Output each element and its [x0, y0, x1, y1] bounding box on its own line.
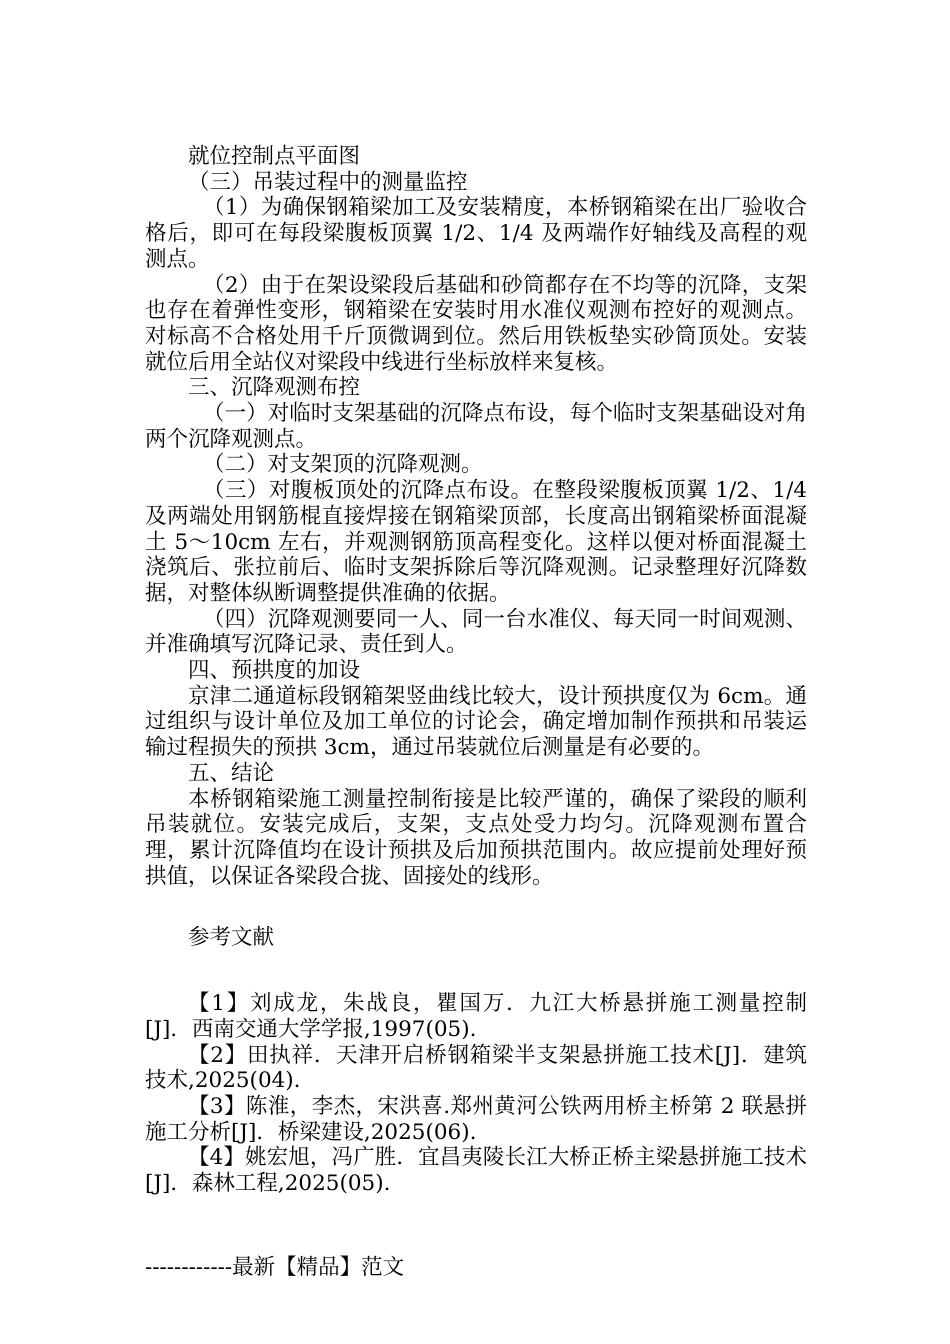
section-heading-5: 五、结论 — [188, 760, 275, 786]
reference-item: 【2】田执祥．天津开启桥钢箱梁半支架悬拼施工技术[J]．建筑技术,2025(04). — [145, 1042, 807, 1094]
reference-item: 【3】陈淮，李杰，宋洪喜.郑州黄河公铁两用桥主桥第 2 联悬拼施工分析[J]．桥梁建设,2025(06). — [145, 1093, 807, 1145]
paragraph: （三）对腹板顶处的沉降点布设。在整段梁腹板顶翼 1/2、1/4 及两端处用钢筋棍直接焊接在钢箱梁顶部，长度高出钢箱梁桥面混凝土 5～10cm 左右，并观测钢筋顶高程变化。这样以便对桥面混凝土浇筑后、张拉前后、临时支架拆除后等沉降观测。记录整理好沉降数据，对整体纵断调整提供准确的依据。 — [145, 478, 807, 606]
paragraph: （一）对临时支架基础的沉降点布设，每个临时支架基础设对角两个沉降观测点。 — [145, 401, 807, 452]
paragraph: （二）对支架顶的沉降观测。 — [203, 452, 483, 478]
document-page — [145, 144, 807, 1280]
paragraph: （2）由于在架设梁段后基础和砂筒都存在不均等的沉降，支架也存在着弹性变形，钢箱梁在安装时用水准仪观测布控好的观测点。对标高不合格处用千斤顶微调到位。然后用铁板垫实砂筒顶处。安装就位后用全站仪对梁段中线进行坐标放样来复核。 — [145, 272, 807, 375]
reference-item: 【1】刘成龙，朱战良，瞿国万．九江大桥悬拼施工测量控制[J]．西南交通大学学报,1997(05). — [145, 991, 807, 1042]
reference-list — [145, 991, 807, 1197]
spacer — [145, 951, 807, 991]
reference-item: 【4】姚宏旭，冯广胜．宜昌夷陵长江大桥正桥主梁悬拼施工技术[J]．森林工程,2025(05). — [145, 1145, 807, 1197]
references-heading: 参考文献 — [188, 925, 275, 951]
figure-caption: 就位控制点平面图 — [188, 144, 361, 169]
paragraph: （四）沉降观测要同一人、同一台水准仪、每天同一时间观测、并准确填写沉降记录、责任到人。 — [145, 606, 807, 658]
spacer — [145, 889, 807, 925]
section-heading-4: 四、预拱度的加设 — [188, 658, 361, 684]
paragraph: 本桥钢箱梁施工测量控制衔接是比较严谨的，确保了梁段的顺利吊装就位。安装完成后，支架，支点处受力均匀。沉降观测布置合理，累计沉降值均在设计预拱及后加预拱范围内。故应提前处理好预拱值，以保证各梁段合拢、固接处的线形。 — [145, 786, 807, 889]
footer-text: ------------最新【精品】范文 — [145, 1254, 405, 1280]
paragraph: 京津二通道标段钢箱架竖曲线比较大，设计预拱度仅为 6cm。通过组织与设计单位及加工单位的讨论会，确定增加制作预拱和吊装运输过程损失的预拱 3cm，通过吊装就位后测量是有必要的。 — [145, 683, 807, 761]
spacer — [145, 1197, 807, 1255]
section-heading-3: 三、沉降观测布控 — [188, 375, 361, 401]
paragraph: （1）为确保钢箱梁加工及安装精度，本桥钢箱梁在出厂验收合格后，即可在每段梁腹板顶翼 1/2、1/4 及两端作好轴线及高程的观测点。 — [145, 195, 807, 272]
section-heading-3-sub: （三）吊装过程中的测量监控 — [188, 169, 468, 195]
